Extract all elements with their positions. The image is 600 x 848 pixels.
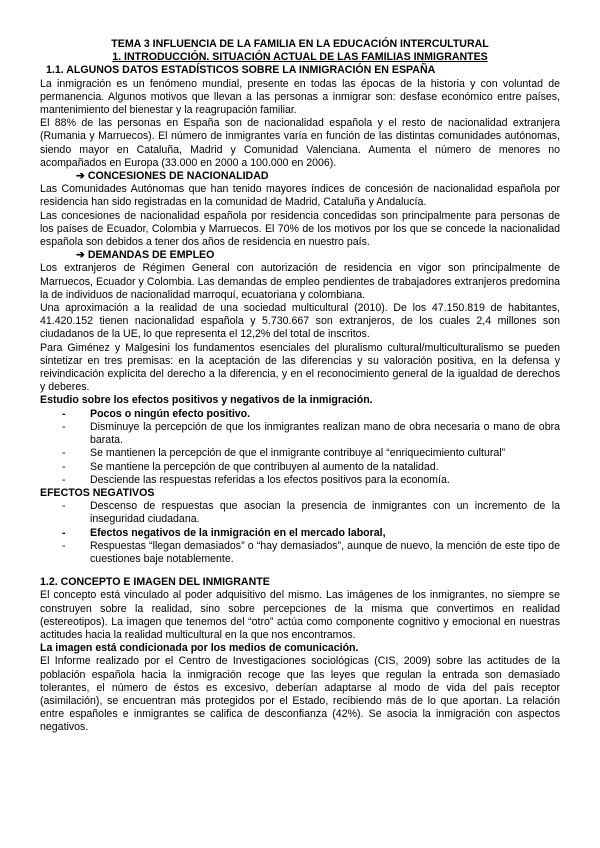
paragraph-4: Las concesiones de nacionalidad española por residencia concedidas son principalmente para personas de los países de Ecuador, Colombia y Marruecos. El 70% de los motivos por los que se concede la nacionalidad española son debidos a tener dos años de residencia en nuestro país.: [40, 209, 560, 249]
document-page: [40, 38, 560, 735]
list-item: - Pocos o ningún efecto positivo.: [40, 408, 560, 421]
paragraph-3: Las Comunidades Autónomas que han tenido mayores índices de concesión de nacionalidad española por residencia han sido registradas en la comunidad de Madrid, Cataluña y Andalucía.: [40, 183, 560, 209]
paragraph-2: El 88% de las personas en España son de nacionalidad española y el resto de nacionalidad extranjera (Rumania y Marruecos). El número de inmigrantes varía en función de las distintas comunidades autónomas, siendo mayor en Cataluña, Madrid y Comunidad Valenciana. Aumenta el número de menores no acompañados en Europa (33.000 en 2000 a 100.000 en 2006).: [40, 117, 560, 169]
document-subtitle: 1. INTRODUCCIÓN. SITUACIÓN ACTUAL DE LAS FAMILIAS INMIGRANTES: [112, 51, 488, 64]
section-1-2-heading: 1.2. CONCEPTO E IMAGEN DEL INMIGRANTE: [40, 576, 270, 589]
paragraph-1: La inmigración es un fenómeno mundial, presente en todas las épocas de la historia y con voluntad de permanencia. Algunos motivos que llevan a las personas a inmigrar son: desfase económico entre países, mantenimiento del bienestar y la reagrupación familiar.: [40, 77, 560, 117]
document-title: TEMA 3 INFLUENCIA DE LA FAMILIA EN LA EDUCACIÓN INTERCULTURAL: [111, 38, 489, 50]
paragraph-9: La imagen está condicionada por los medios de comunicación.: [40, 642, 359, 655]
list-item: - Se mantienen la percepción de que el inmigrante contribuye al “enriquecimiento cultural”: [40, 447, 560, 460]
section-1-1-heading: 1.1. ALGUNOS DATOS ESTADÍSTICOS SOBRE LA INMIGRACIÓN EN ESPAÑA: [46, 64, 436, 77]
positive-effects-list: [40, 408, 560, 487]
list-item: - Respuestas “llegan demasiados” o “hay demasiados”, aunque de nuevo, la mención de este tipo de cuestiones baje notablemente.: [40, 540, 560, 566]
paragraph-6: Una aproximación a la realidad de una sociedad multicultural (2010). De los 47.150.819 de habitantes, 41.420.152 tienen nacionalidad española y 5.730.667 son extranjeros, de los cuales 2,4 millones son ciudadanos de la UE, lo que representa el 12,2% del total de inscritos.: [40, 302, 560, 341]
heading-estudio: Estudio sobre los efectos positivos y negativos de la inmigración.: [40, 394, 373, 407]
paragraph-8: El concepto está vinculado al poder adquisitivo del mismo. Las imágenes de los inmigrantes, no siempre se construyen sobre la realidad, sino sobre percepciones de la misma que convertimos en realidad (estereotipos). La imagen que tenemos del “otro” actúa como componente cognitivo y emocional en nuestras actitudes hacia la realidad multicultural en la que nos encontramos.: [40, 589, 560, 641]
heading-concesiones: ➔ CONCESIONES DE NACIONALIDAD: [76, 170, 269, 183]
list-item: - Desciende las respuestas referidas a los efectos positivos para la economía.: [40, 474, 560, 487]
paragraph-5: Los extranjeros de Régimen General con autorización de residencia en vigor son principalmente de Marruecos, Ecuador y Colombia. Las demandas de empleo pendientes de trabajadores extranjeros predomina la de individuos de nacionalidad marroquí, ecuatoriana y colombiana.: [40, 262, 560, 301]
negative-effects-list: [40, 500, 560, 566]
paragraph-10: El Informe realizado por el Centro de Investigaciones sociológicas (CIS, 2009) sobre las actitudes de la población española hacia la inmigración recoge que las leyes que regulan la entrada son demasiado tolerantes, el número de éstos es excesivo, deberían adaptarse al modo de vida del país receptor (asimilación), se encuentran más protegidos por el Estado, recibiendo más de lo que aportan. La relación entre españoles e inmigrantes se califica de desconfianza (42%). Se asocia la inmigración con aspectos negativos.: [40, 655, 560, 734]
heading-demandas: ➔ DEMANDAS DE EMPLEO: [76, 249, 215, 262]
list-item: - Descenso de respuestas que asocian la presencia de inmigrantes con un incremento de la inseguridad ciudadana.: [40, 500, 560, 526]
list-item: - Disminuye la percepción de que los inmigrantes realizan mano de obra necesaria o mano de obra barata.: [40, 421, 560, 447]
paragraph-7: Para Giménez y Malgesini los fundamentos esenciales del pluralismo cultural/multiculturalismo se pueden sintetizar en tres premisas: en la aceptación de las diferencias y su valoración positiva, en la defensa y reivindicación explícita del derecho a la diferencia, y en el reconocimiento general de la igualdad de derechos y deberes.: [40, 341, 560, 394]
list-item: - Efectos negativos de la inmigración en el mercado laboral,: [40, 527, 560, 540]
list-item: - Se mantiene la percepción de que contribuyen al aumento de la natalidad.: [40, 461, 560, 474]
heading-efectos-negativos: EFECTOS NEGATIVOS: [40, 486, 155, 499]
